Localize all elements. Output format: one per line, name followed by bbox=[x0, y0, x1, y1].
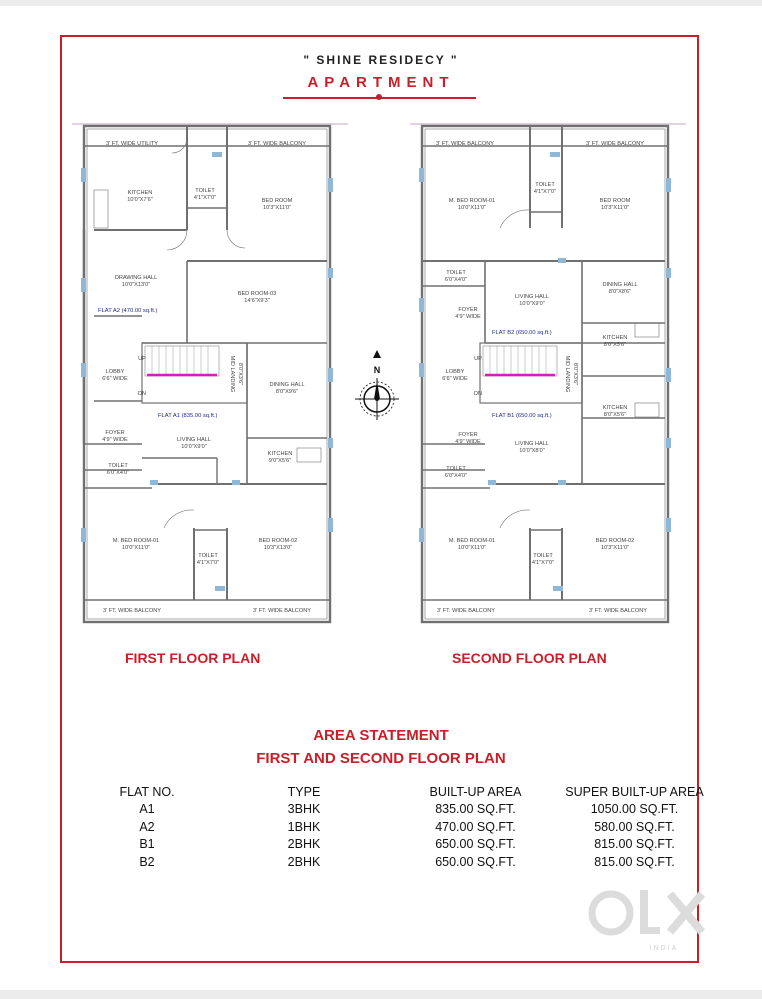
label-flat-a2: FLAT A2 (470.00 sq.ft.) bbox=[98, 308, 158, 314]
stair-block bbox=[145, 346, 219, 376]
second-floor-plan-title: SECOND FLOOR PLAN bbox=[452, 650, 607, 666]
label-utility: 3' FT. WIDE UTILITY bbox=[105, 141, 159, 147]
label-dining-hall-size: 8'0"X9'6" bbox=[275, 389, 299, 395]
label-kitchen-b1-size: 8'0"X5'6" bbox=[603, 412, 627, 418]
cell-flat: B2 bbox=[139, 854, 155, 869]
first-floor-plan-title: FIRST FLOOR PLAN bbox=[125, 650, 261, 666]
area-statement-subtitle: FIRST AND SECOND FLOOR PLAN bbox=[256, 750, 506, 767]
label-lobby-size: 6'6" WIDE bbox=[102, 376, 128, 382]
label-balcony-br: 3' FT. WIDE BALCONY bbox=[589, 608, 647, 614]
label-flat-a1: FLAT A1 (835.00 sq.ft.) bbox=[158, 413, 218, 419]
label-living-hall-b2: LIVING HALL bbox=[515, 294, 549, 300]
label-foyer: FOYER bbox=[105, 430, 125, 436]
label-bed-room-02-size: 10'3"X13'0" bbox=[263, 545, 293, 551]
label-toilet-bottom: TOILET bbox=[533, 553, 553, 559]
label-mid-landing-size: 8'0"X3'6" bbox=[237, 362, 243, 386]
header-type: TYPE bbox=[287, 784, 321, 799]
cell-super-built-up: 815.00 SQ.FT. bbox=[594, 837, 675, 852]
label-toilet-left-size: 6'0"X4'0" bbox=[444, 277, 468, 283]
header-super-built-up-area: SUPER BUILT-UP AREA bbox=[565, 784, 704, 799]
label-kitchen-b2-size: 8'0"X5'6" bbox=[603, 342, 627, 348]
label-balcony-tl: 3' FT. WIDE BALCONY bbox=[436, 141, 494, 147]
table-row bbox=[95, 818, 727, 836]
compass-north-label: N bbox=[373, 365, 381, 375]
label-foyer-size: 4'9" WIDE bbox=[102, 437, 128, 443]
label-toilet-top: TOILET bbox=[535, 182, 555, 188]
title-underline-dot bbox=[376, 94, 382, 100]
label-m-bed-room-01-size: 10'0"X11'0" bbox=[121, 545, 151, 551]
label-mid-landing: MID LANDING bbox=[564, 355, 570, 393]
label-bed-room-02-size: 10'3"X11'0" bbox=[600, 545, 630, 551]
label-foyer-b1-size: 4'9" WIDE bbox=[455, 439, 481, 445]
label-flat-b2: FLAT B2 (650.00 sq.ft.) bbox=[492, 330, 552, 336]
cell-type: 1BHK bbox=[287, 819, 321, 834]
label-balcony-br: 3' FT. WIDE BALCONY bbox=[253, 608, 311, 614]
label-toilet-mid-size: 6'0"X4'0" bbox=[444, 473, 468, 479]
stair-block bbox=[483, 346, 557, 376]
label-kitchen-a1: KITCHEN bbox=[267, 451, 293, 457]
cell-flat: A1 bbox=[139, 802, 155, 817]
label-drawing-hall: DRAWING HALL bbox=[114, 275, 158, 281]
cell-built-up: 650.00 SQ.FT. bbox=[435, 854, 516, 869]
cell-super-built-up: 1050.00 SQ.FT. bbox=[590, 802, 679, 817]
label-lobby: LOBBY bbox=[445, 369, 465, 375]
label-toilet-bottom-size: 4'1"X7'0" bbox=[531, 560, 555, 566]
olx-watermark-logo bbox=[586, 886, 726, 961]
label-dining-hall-b2-size: 8'0"X8'6" bbox=[608, 289, 632, 295]
first-floor-drawing bbox=[72, 118, 348, 630]
north-compass bbox=[349, 348, 405, 433]
compass-icon bbox=[349, 348, 405, 428]
label-kitchen-a1-size: 9'0"X5'6" bbox=[268, 458, 292, 464]
label-mid-landing: MID LANDING bbox=[229, 355, 235, 393]
label-kitchen-a2-size: 10'0"X7'6" bbox=[127, 197, 153, 203]
cell-super-built-up: 815.00 SQ.FT. bbox=[594, 854, 675, 869]
header-built-up-area: BUILT-UP AREA bbox=[429, 784, 522, 799]
label-dining-hall: DINING HALL bbox=[269, 382, 305, 388]
label-bed-room-size: 10'3"X11'0" bbox=[600, 205, 630, 211]
label-foyer-b2-size: 4'9" WIDE bbox=[455, 314, 481, 320]
label-mid-landing-size: 8'0"X3'6" bbox=[572, 362, 578, 386]
label-kitchen-a2: KITCHEN bbox=[127, 190, 153, 196]
label-foyer-b1: FOYER bbox=[458, 432, 478, 438]
cell-built-up: 835.00 SQ.FT. bbox=[435, 802, 516, 817]
label-drawing-hall-size: 10'0"X13'0" bbox=[121, 282, 151, 288]
label-living-hall-b2-size: 10'0"X9'0" bbox=[519, 301, 545, 307]
label-bed-room-03-size: 14'6"X9'3" bbox=[244, 298, 270, 304]
label-bed-room-size: 10'3"X11'0" bbox=[262, 205, 292, 211]
label-dining-hall-b2: DINING HALL bbox=[602, 282, 638, 288]
label-toilet-left: TOILET bbox=[446, 270, 466, 276]
label-toilet-bottom: TOILET bbox=[198, 553, 218, 559]
label-balcony-bl: 3' FT. WIDE BALCONY bbox=[103, 608, 161, 614]
label-dn: DN bbox=[473, 391, 483, 397]
cell-built-up: 470.00 SQ.FT. bbox=[435, 819, 516, 834]
label-living-hall-b1-size: 10'0"X8'0" bbox=[519, 448, 545, 454]
cell-flat: B1 bbox=[139, 837, 155, 852]
label-foyer-b2: FOYER bbox=[458, 307, 478, 313]
second-floor-drawing bbox=[410, 118, 686, 630]
label-toilet-bottom-size: 4'1"X7'0" bbox=[196, 560, 220, 566]
cell-type: 2BHK bbox=[287, 837, 321, 852]
label-toilet-mid: TOILET bbox=[108, 463, 128, 469]
second-floor-plan bbox=[410, 118, 686, 630]
label-living-hall-b1: LIVING HALL bbox=[515, 441, 549, 447]
label-toilet-mid-size: 6'0"X4'0" bbox=[106, 470, 130, 476]
label-bed-room-02: BED ROOM-02 bbox=[258, 538, 298, 544]
first-floor-plan bbox=[72, 118, 348, 630]
cell-built-up: 650.00 SQ.FT. bbox=[435, 837, 516, 852]
label-toilet-top-size: 4'1"X7'0" bbox=[193, 195, 217, 201]
table-row bbox=[95, 836, 727, 854]
label-m-bed-room-01: M. BED ROOM-01 bbox=[448, 538, 496, 544]
label-m-bed-room-01-size: 10'0"X11'0" bbox=[457, 545, 487, 551]
label-balcony-top: 3' FT. WIDE BALCONY bbox=[248, 141, 306, 147]
label-kitchen-b2: KITCHEN bbox=[602, 335, 628, 341]
label-flat-b1: FLAT B1 (650.00 sq.ft.) bbox=[492, 413, 552, 419]
area-statement-table bbox=[95, 783, 727, 871]
label-living-hall: LIVING HALL bbox=[177, 437, 211, 443]
table-row bbox=[95, 801, 727, 819]
label-bed-room: BED ROOM bbox=[599, 198, 631, 204]
label-balcony-bl: 3' FT. WIDE BALCONY bbox=[437, 608, 495, 614]
label-up: UP bbox=[474, 356, 482, 362]
table-row bbox=[95, 853, 727, 871]
cell-flat: A2 bbox=[139, 819, 155, 834]
label-kitchen-b1: KITCHEN bbox=[602, 405, 628, 411]
label-m-bed-room-01: M. BED ROOM-01 bbox=[112, 538, 160, 544]
label-up: UP bbox=[138, 356, 146, 362]
label-toilet-mid: TOILET bbox=[446, 466, 466, 472]
label-bed-room-02: BED ROOM-02 bbox=[595, 538, 635, 544]
cell-type: 2BHK bbox=[287, 854, 321, 869]
cell-type: 3BHK bbox=[287, 802, 321, 817]
label-lobby-size: 6'6" WIDE bbox=[442, 376, 468, 382]
label-lobby: LOBBY bbox=[105, 369, 125, 375]
project-title: " SHINE RESIDECY " bbox=[303, 53, 459, 67]
label-toilet-top-size: 4'1"X7'0" bbox=[533, 189, 557, 195]
room-labels bbox=[98, 141, 311, 614]
label-m-bed-room-01-top-size: 10'0"X11'0" bbox=[457, 205, 487, 211]
project-subtitle: APARTMENT bbox=[307, 74, 455, 91]
label-toilet-top: TOILET bbox=[195, 188, 215, 194]
cell-super-built-up: 580.00 SQ.FT. bbox=[594, 819, 675, 834]
label-dn: DN bbox=[137, 391, 147, 397]
olx-logo-icon bbox=[586, 886, 726, 956]
area-statement-title: AREA STATEMENT bbox=[313, 727, 449, 744]
label-balcony-tr: 3' FT. WIDE BALCONY bbox=[586, 141, 644, 147]
label-living-hall-size: 10'0"X9'0" bbox=[181, 444, 207, 450]
header-flat-no: FLAT NO. bbox=[119, 784, 175, 799]
label-bed-room-03: BED ROOM-03 bbox=[237, 291, 277, 297]
label-m-bed-room-01-top: M. BED ROOM-01 bbox=[448, 198, 496, 204]
watermark-sub-label: INDIA bbox=[649, 945, 679, 952]
table-header-row bbox=[95, 783, 727, 801]
label-bed-room: BED ROOM bbox=[261, 198, 293, 204]
